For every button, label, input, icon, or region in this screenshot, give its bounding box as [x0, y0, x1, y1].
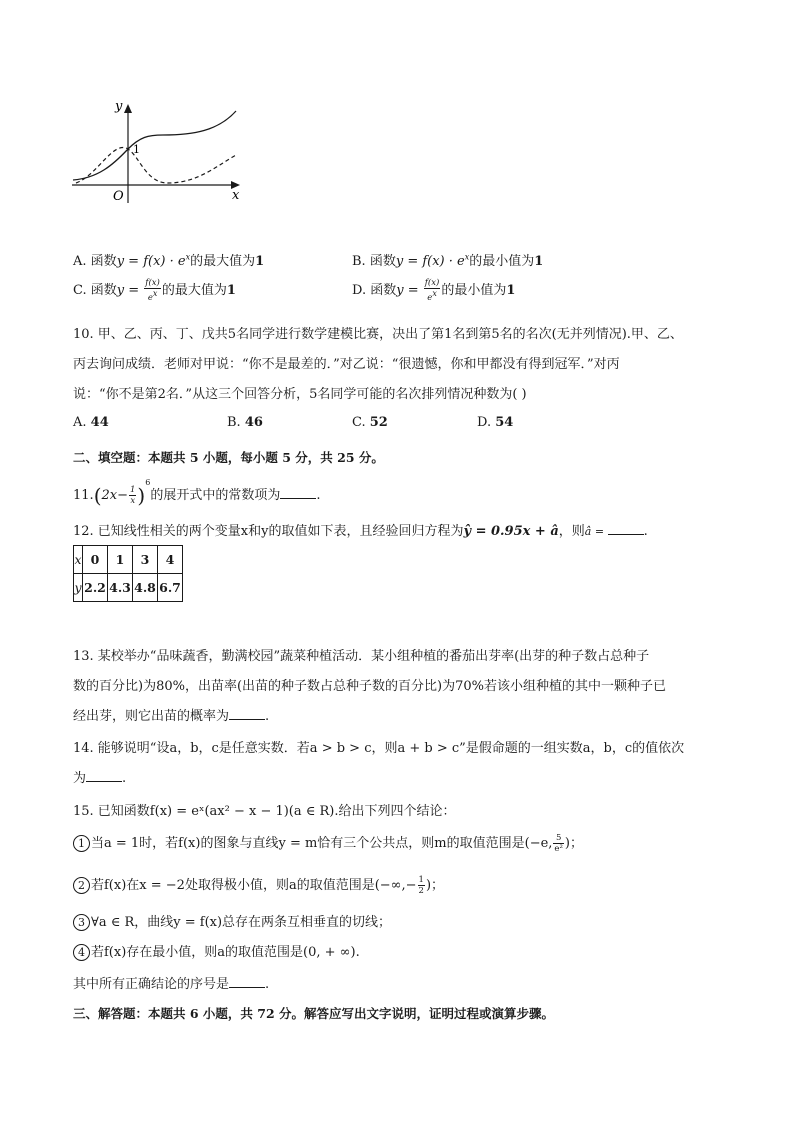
section-3-heading: 三、解答题：本题共 6 小题，共 72 分。解答应写出文字说明，证明过程或演算步骤。: [73, 1006, 555, 1021]
function-graph: [68, 95, 248, 207]
q15-conclusion-2: 2 若f(x)在x = −2处取得极小值，则a的取值范围是(−∞,− $\frac{1}{2}$ )；: [73, 874, 444, 896]
q13-line-3: 经出芽，则它出苗的概率为 .: [73, 709, 270, 724]
option-letter: D.: [352, 282, 367, 298]
q10-option-a[interactable]: A. 44: [73, 415, 109, 430]
option-suffix: 的最大值为: [190, 254, 256, 269]
q13-line-2: 数的百分比)为80%，出苗率(出苗的种子数占总种子数的百分比)为70%若该小组种植的其中一颗种子已: [73, 679, 667, 694]
option-suffix: 的最小值为: [441, 282, 507, 298]
q10-option-c[interactable]: C. 52: [352, 415, 388, 430]
origin-label: O: [113, 189, 124, 204]
q15-stem: 15. 已知函数f(x) = eˣ(ax² − x − 1)(a ∈ R).给出下列四个结论：: [73, 804, 456, 819]
option-text: 函数: [90, 254, 117, 269]
q9-option-a[interactable]: [73, 250, 264, 269]
y-axis-arrow: [124, 104, 132, 113]
answer-blank[interactable]: [608, 522, 644, 535]
q10-line-3: 说：“你不是第2名．”从这三个回答分析，5名同学可能的名次排列情况种数为( ): [73, 387, 527, 402]
q10-option-d[interactable]: D. 54: [477, 415, 514, 430]
q10-option-b[interactable]: B. 46: [227, 415, 263, 430]
option-letter: C.: [73, 282, 87, 298]
option-value: 1: [506, 282, 516, 298]
q12: 12. 已知线性相关的两个变量x和y的取值如下表，且经验回归方程为ŷ = 0.95x + â，则â = .: [73, 524, 648, 539]
q9-option-c[interactable]: [73, 278, 236, 303]
q10-line-1: 10. 甲、乙、丙、丁、戊共5名同学进行数学建模比赛，决出了第1名到第5名的名次(无并列情况).甲、乙、: [73, 327, 683, 342]
fraction: $\frac{f(x)}{e^x}$: [424, 278, 440, 303]
option-suffix: 的最小值为: [469, 254, 535, 269]
table-row: x 0 1 3 4: [74, 546, 183, 574]
data-table: [73, 545, 183, 602]
q15-conclusion-4: 4 若f(x)存在最小值，则a的取值范围是(0, + ∞).: [73, 941, 360, 961]
q11: 11.(2x− $\frac{1}{x}$ )$^6$的展开式中的常数项为 .: [73, 478, 321, 508]
table-row: y 2.2 4.3 4.8 6.7: [74, 574, 183, 602]
option-text: 函数: [90, 282, 117, 298]
x-axis-label: x: [232, 188, 240, 203]
q9-option-b[interactable]: [352, 250, 543, 269]
answer-blank[interactable]: [229, 707, 265, 720]
exp: x: [464, 252, 470, 262]
y-axis-label: y: [115, 99, 123, 114]
option-expr: y = f(x) · e: [116, 254, 186, 269]
option-suffix: 的最大值为: [161, 282, 227, 298]
q15-ask: 其中所有正确结论的序号是 .: [73, 977, 270, 992]
q10-line-2: 丙去询问成绩．老师对甲说：“你不是最差的．”对乙说：“很遗憾，你和甲都没有得到冠军．”对丙: [73, 357, 620, 372]
section-2-heading: 二、填空题：本题共 5 小题，每小题 5 分，共 25 分。: [73, 450, 384, 465]
point-label: 1: [133, 143, 140, 156]
option-text: 函数: [370, 282, 397, 298]
solid-curve: [73, 111, 236, 180]
q13-line-1: 13. 某校举办“品味蔬香，勤满校园”蔬菜种植活动．某小组种植的番茄出芽率(出芽的种子数占总种子: [73, 649, 650, 664]
option-value: 1: [226, 282, 236, 298]
exp: x: [185, 252, 191, 262]
q9-option-d[interactable]: [352, 278, 515, 303]
q14-line-2: 为 .: [73, 771, 127, 786]
q15-conclusion-3: 3 ∀a ∈ R，曲线y = f(x)总存在两条互相垂直的切线；: [73, 911, 391, 931]
q14-line-1: 14. 能够说明“设a，b，c是任意实数．若a > b > c，则a + b > c”是假命题的一组实数a，b，c的值依次: [73, 741, 685, 756]
q15-conclusion-1: 1 当a = 1时，若f(x)的图象与直线y = m恰有三个公共点，则m的取值范围是(−e, $\frac{5}{\text{e²}}$ )；: [73, 832, 583, 854]
option-value: 1: [534, 254, 544, 269]
option-letter: B.: [352, 254, 366, 269]
option-expr: y = f(x) · e: [395, 254, 465, 269]
option-text: 函数: [369, 254, 396, 269]
dashed-curve: [76, 148, 236, 183]
answer-blank[interactable]: [86, 769, 122, 782]
option-expr: y =: [116, 282, 140, 298]
option-expr: y =: [396, 282, 419, 298]
option-value: 1: [255, 254, 265, 269]
fraction: $\frac{f(x)}{e^x}$: [145, 278, 160, 303]
answer-blank[interactable]: [280, 486, 316, 499]
option-letter: A.: [73, 254, 87, 269]
answer-blank[interactable]: [229, 975, 265, 988]
